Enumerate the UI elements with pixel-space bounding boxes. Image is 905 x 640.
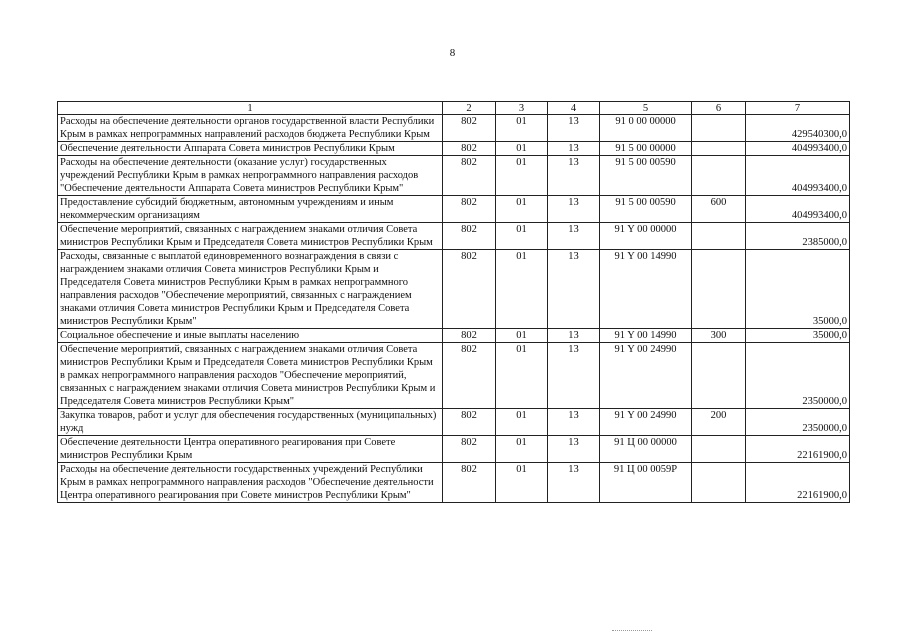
expense-name: Расходы на обеспечение деятельности (оказание услуг) государственных учреждений Республики Крым в рамках непрограммного направления расходов "Обеспечение деятельности Аппарата Совета министров Республики Крым" bbox=[58, 156, 443, 196]
budget-table bbox=[57, 101, 850, 503]
table-row bbox=[58, 223, 850, 250]
amount: 35000,0 bbox=[746, 250, 850, 329]
ministry-code: 802 bbox=[443, 223, 496, 250]
section-code: 01 bbox=[496, 223, 548, 250]
target-article-code: 91 5 00 00590 bbox=[600, 196, 692, 223]
target-article-code: 91 Y 00 24990 bbox=[600, 409, 692, 436]
table-row bbox=[58, 115, 850, 142]
expense-name: Расходы на обеспечение деятельности органов государственной власти Республики Крым в рамках непрограммных направлений расходов бюджета Республики Крым bbox=[58, 115, 443, 142]
amount: 2350000,0 bbox=[746, 409, 850, 436]
section-code: 01 bbox=[496, 463, 548, 503]
expense-type-code: 200 bbox=[692, 409, 746, 436]
expense-name: Обеспечение мероприятий, связанных с награждением знаками отличия Совета министров Республики Крым и Председателя Совета министров Республики Крым в рамках непрограммного направления расходов "Обеспечение мероприятий, связанных с награждением знаками отличия Совета министров Республики Крым и Председателя Совета министров Республики Крым" bbox=[58, 343, 443, 409]
table-row bbox=[58, 409, 850, 436]
expense-type-code bbox=[692, 436, 746, 463]
page-number: 8 bbox=[449, 47, 456, 59]
target-article-code: 91 Ц 00 0059Р bbox=[600, 463, 692, 503]
expense-name: Закупка товаров, работ и услуг для обеспечения государственных (муниципальных) нужд bbox=[58, 409, 443, 436]
section-code: 01 bbox=[496, 115, 548, 142]
expense-name: Расходы, связанные с выплатой единовременного вознаграждения в связи с награждением знаками отличия Совета министров Республики Крым и Председателя Совета министров Республики Крым в рамках непрограммного направления расходов "Обеспечение мероприятий, связанных с награждением знаками отличия Совета министров Республики Крым и Председателя Совета министров Республики Крым" bbox=[58, 250, 443, 329]
expense-type-code bbox=[692, 142, 746, 156]
expense-name: Обеспечение мероприятий, связанных с награждением знаками отличия Совета министров Республики Крым и Председателя Совета министров Республики Крым bbox=[58, 223, 443, 250]
ministry-code: 802 bbox=[443, 343, 496, 409]
amount: 404993400,0 bbox=[746, 142, 850, 156]
section-code: 01 bbox=[496, 329, 548, 343]
section-code: 01 bbox=[496, 250, 548, 329]
subsection-code: 13 bbox=[548, 463, 600, 503]
amount: 2350000,0 bbox=[746, 343, 850, 409]
ministry-code: 802 bbox=[443, 156, 496, 196]
ministry-code: 802 bbox=[443, 196, 496, 223]
expense-type-code bbox=[692, 250, 746, 329]
subsection-code: 13 bbox=[548, 223, 600, 250]
amount: 404993400,0 bbox=[746, 196, 850, 223]
ministry-code: 802 bbox=[443, 115, 496, 142]
section-code: 01 bbox=[496, 196, 548, 223]
ministry-code: 802 bbox=[443, 329, 496, 343]
expense-name: Расходы на обеспечение деятельности государственных учреждений Республики Крым в рамках непрограммного направления расходов "Обеспечение деятельности Центра оперативного реагирования при Совете министров Республики Крым" bbox=[58, 463, 443, 503]
expense-type-code: 300 bbox=[692, 329, 746, 343]
ministry-code: 802 bbox=[443, 436, 496, 463]
subsection-code: 13 bbox=[548, 156, 600, 196]
table-row bbox=[58, 196, 850, 223]
subsection-code: 13 bbox=[548, 343, 600, 409]
subsection-code: 13 bbox=[548, 436, 600, 463]
section-code: 01 bbox=[496, 409, 548, 436]
column-header: 1 bbox=[58, 102, 443, 115]
scan-mark bbox=[612, 630, 652, 635]
target-article-code: 91 Y 00 14990 bbox=[600, 329, 692, 343]
table-row bbox=[58, 463, 850, 503]
expense-type-code bbox=[692, 223, 746, 250]
subsection-code: 13 bbox=[548, 409, 600, 436]
expense-name: Предоставление субсидий бюджетным, автономным учреждениям и иным некоммерческим организациям bbox=[58, 196, 443, 223]
table-row bbox=[58, 343, 850, 409]
table-row bbox=[58, 156, 850, 196]
table-row bbox=[58, 436, 850, 463]
target-article-code: 91 Y 00 24990 bbox=[600, 343, 692, 409]
table-row bbox=[58, 329, 850, 343]
target-article-code: 91 5 00 00590 bbox=[600, 156, 692, 196]
amount: 22161900,0 bbox=[746, 463, 850, 503]
section-code: 01 bbox=[496, 142, 548, 156]
target-article-code: 91 Y 00 14990 bbox=[600, 250, 692, 329]
subsection-code: 13 bbox=[548, 142, 600, 156]
ministry-code: 802 bbox=[443, 463, 496, 503]
expense-name: Обеспечение деятельности Центра оперативного реагирования при Совете министров Республики Крым bbox=[58, 436, 443, 463]
amount: 22161900,0 bbox=[746, 436, 850, 463]
target-article-code: 91 Ц 00 00000 bbox=[600, 436, 692, 463]
amount: 2385000,0 bbox=[746, 223, 850, 250]
expense-type-code bbox=[692, 463, 746, 503]
column-header: 3 bbox=[496, 102, 548, 115]
section-code: 01 bbox=[496, 156, 548, 196]
expense-type-code: 600 bbox=[692, 196, 746, 223]
table-row bbox=[58, 142, 850, 156]
subsection-code: 13 bbox=[548, 250, 600, 329]
amount: 35000,0 bbox=[746, 329, 850, 343]
column-header-row bbox=[58, 102, 850, 115]
section-code: 01 bbox=[496, 343, 548, 409]
target-article-code: 91 Y 00 00000 bbox=[600, 223, 692, 250]
ministry-code: 802 bbox=[443, 409, 496, 436]
column-header: 2 bbox=[443, 102, 496, 115]
subsection-code: 13 bbox=[548, 196, 600, 223]
expense-type-code bbox=[692, 156, 746, 196]
table-row bbox=[58, 250, 850, 329]
expense-name: Социальное обеспечение и иные выплаты населению bbox=[58, 329, 443, 343]
target-article-code: 91 5 00 00000 bbox=[600, 142, 692, 156]
column-header: 5 bbox=[600, 102, 692, 115]
amount: 404993400,0 bbox=[746, 156, 850, 196]
column-header: 4 bbox=[548, 102, 600, 115]
column-header: 6 bbox=[692, 102, 746, 115]
ministry-code: 802 bbox=[443, 142, 496, 156]
column-header: 7 bbox=[746, 102, 850, 115]
target-article-code: 91 0 00 00000 bbox=[600, 115, 692, 142]
expense-type-code bbox=[692, 115, 746, 142]
subsection-code: 13 bbox=[548, 115, 600, 142]
expense-type-code bbox=[692, 343, 746, 409]
expense-name: Обеспечение деятельности Аппарата Совета министров Республики Крым bbox=[58, 142, 443, 156]
section-code: 01 bbox=[496, 436, 548, 463]
subsection-code: 13 bbox=[548, 329, 600, 343]
amount: 429540300,0 bbox=[746, 115, 850, 142]
ministry-code: 802 bbox=[443, 250, 496, 329]
